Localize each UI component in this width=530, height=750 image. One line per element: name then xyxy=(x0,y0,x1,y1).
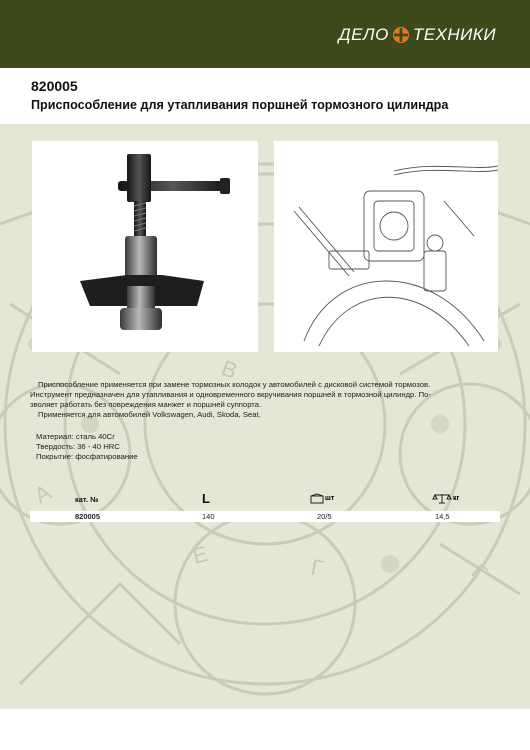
brand-logo xyxy=(339,25,496,45)
table-header xyxy=(30,491,500,511)
header-weight xyxy=(432,493,459,504)
description-line-1: Приспособление применяется при замене тормозных колодок у автомобилей с дисковой системой тормозов. xyxy=(38,380,431,389)
brand-name-right: ТЕХНИКИ xyxy=(412,25,496,44)
cell-qty: 20/5 xyxy=(317,512,332,521)
svg-text:Е: Е xyxy=(189,540,211,569)
usage-drawing xyxy=(274,141,498,352)
product-description xyxy=(30,380,502,420)
cell-code: 820005 xyxy=(75,512,101,521)
table-row xyxy=(30,511,500,522)
svg-text:В: В xyxy=(218,355,241,384)
brake-piston-tool-image xyxy=(32,141,258,352)
header-code: кат. № xyxy=(75,495,99,504)
description-line-2: Инструмент предназначен для утапливания и одновременного вкручивания поршней в тормозной цилиндр. По- xyxy=(30,390,431,399)
description-line-4: Применяется для автомобилей Volkswagen, Audi, Skoda, Seat. xyxy=(38,410,261,419)
scales-icon xyxy=(432,493,452,504)
product-specs xyxy=(36,432,138,462)
spec-coating: Покрытие: фосфатирование xyxy=(36,452,138,461)
header-weight-label: кг xyxy=(453,495,460,502)
cell-weight: 14,5 xyxy=(435,512,450,521)
product-photo xyxy=(32,141,258,352)
caliper-usage-illustration xyxy=(274,141,498,352)
header-bar xyxy=(0,0,530,68)
spec-material: Материал: сталь 40Cr xyxy=(36,432,115,441)
header-qty xyxy=(310,493,334,504)
spec-hardness: Твердость: 36 - 40 HRC xyxy=(36,442,120,451)
header-qty-label: шт xyxy=(325,495,335,502)
product-title: Приспособление для утапливания поршней тормозного цилиндра xyxy=(31,98,449,112)
brand-name-left: ДЕЛО xyxy=(338,25,389,44)
product-code: 820005 xyxy=(31,78,78,94)
header-length: L xyxy=(202,491,210,506)
svg-text:А: А xyxy=(30,479,56,509)
footer-area xyxy=(0,709,530,750)
title-area xyxy=(0,68,530,124)
svg-text:Г: Г xyxy=(309,554,326,581)
plus-circle-icon xyxy=(391,25,411,45)
cell-length: 140 xyxy=(202,512,215,521)
box-icon xyxy=(310,493,324,504)
svg-text:Г: Г xyxy=(466,558,492,586)
description-line-3: зволяет работать без повреждения манжет и поршней суппорта. xyxy=(30,400,262,409)
